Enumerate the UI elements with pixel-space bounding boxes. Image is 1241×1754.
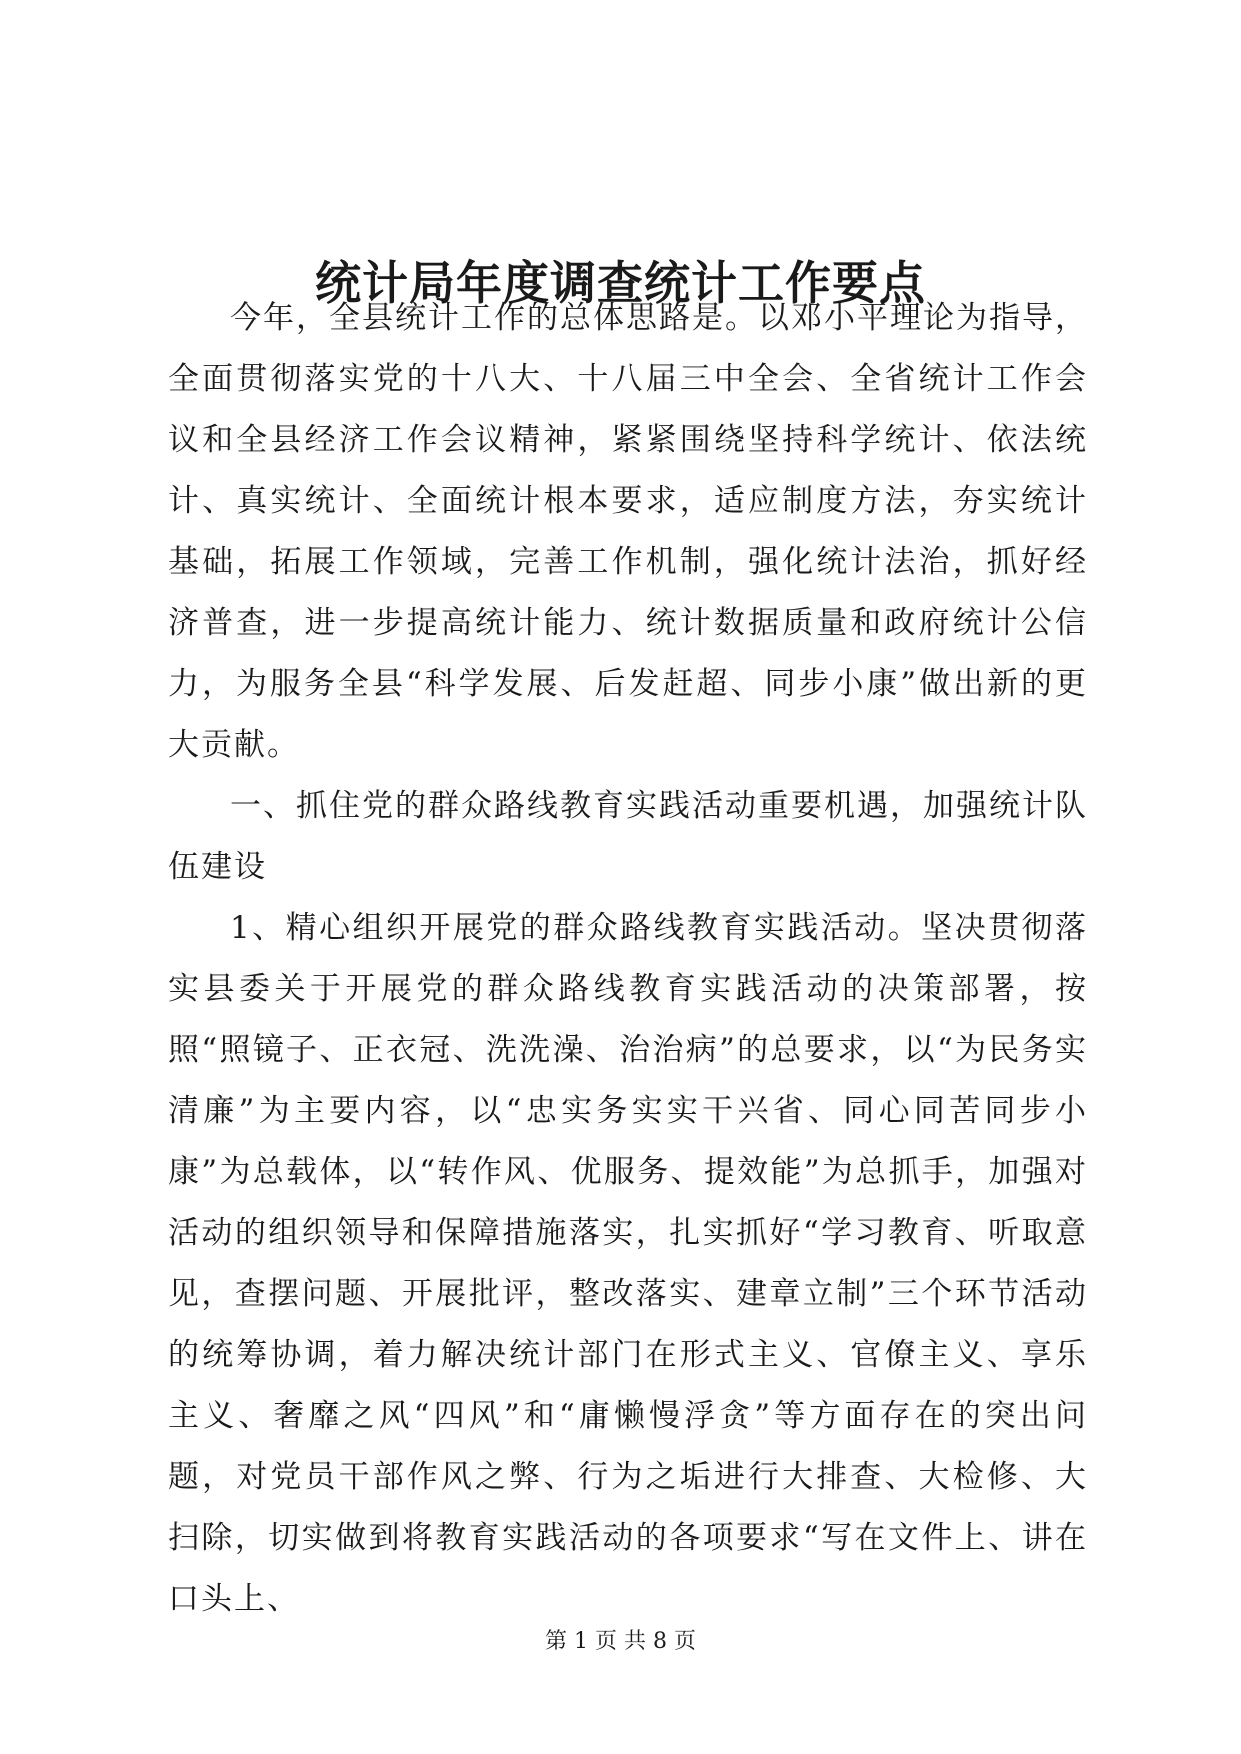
page-number-footer: 第 1 页 共 8 页 [545,1629,696,1654]
paragraph-intro: 今年，全县统计工作的总体思路是。以邓小平理论为指导，全面贯彻落实党的十八大、十八届三中全会、全省统计工作会议和全县经济工作会议精神，紧紧围绕坚持科学统计、依法统计、真实统计、全面统计根本要求，适应制度方法，夯实统计基础，拓展工作领域，完善工作机制，强化统计法治，抓好经济普查，进一步提高统计能力、统计数据质量和政府统计公信力，为服务全县“科学发展、后发赶超、同步小康”做出新的更大贡献。 [168,300,1088,763]
section-heading-1: 一、抓住党的群众路线教育实践活动重要机遇，加强统计队伍建设 [168,788,1088,885]
document-body [168,288,1088,1630]
paragraph-item-1: 1、精心组织开展党的群众路线教育实践活动。坚决贯彻落实县委关于开展党的群众路线教育实践活动的决策部署，按照“照镜子、正衣冠、洗洗澡、治治病”的总要求，以“为民务实清廉”为主要内容，以“忠实务实实干兴省、同心同苦同步小康”为总载体，以“转作风、优服务、提效能”为总抓手，加强对活动的组织领导和保障措施落实，扎实抓好“学习教育、听取意见，查摆问题、开展批评，整改落实、建章立制”三个环节活动的统筹协调，着力解决统计部门在形式主义、官僚主义、享乐主义、奢靡之风“四风”和“庸懒慢浮贪”等方面存在的突出问题，对党员干部作风之弊、行为之垢进行大排查、大检修、大扫除，切实做到将教育实践活动的各项要求“写在文件上、讲在口头上、 [168,910,1088,1617]
document-title: 统计局年度调查统计工作要点 [315,255,926,310]
